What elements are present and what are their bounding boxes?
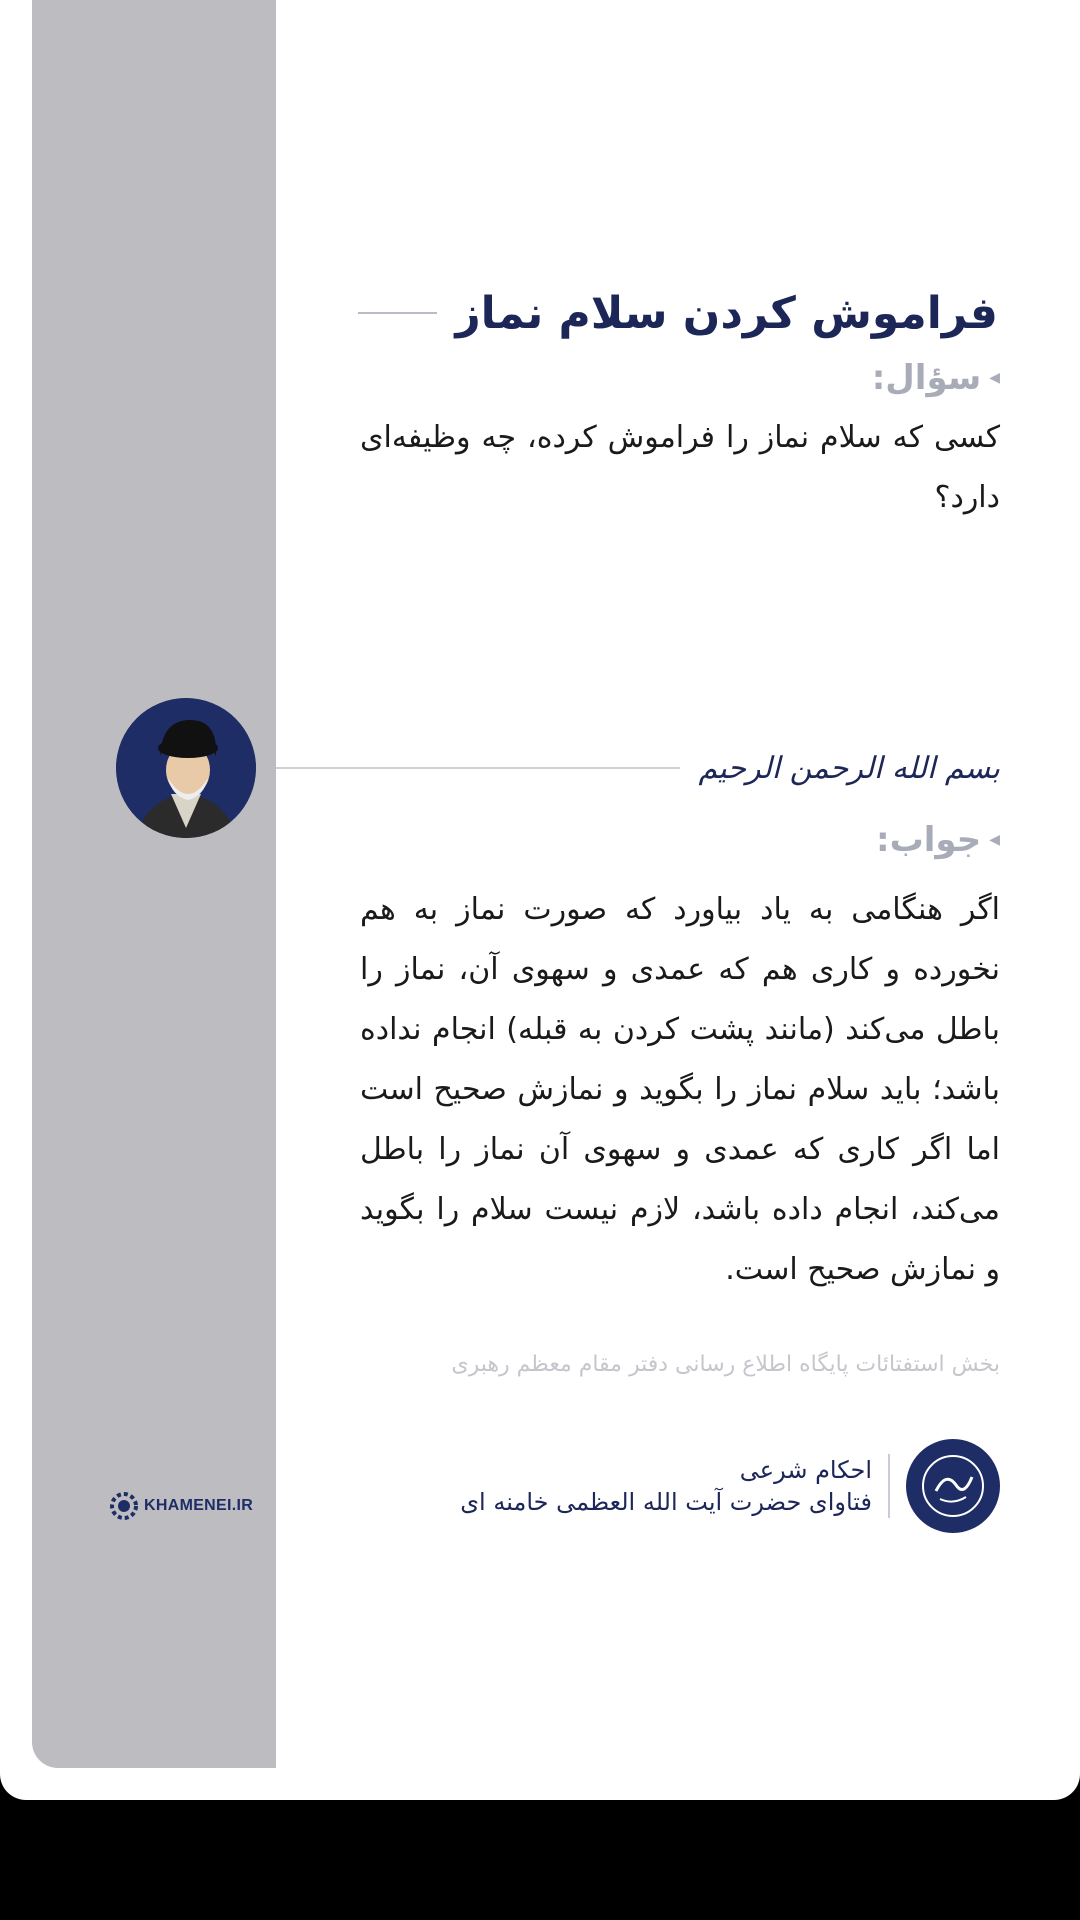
question-label-text: سؤال: <box>871 358 982 398</box>
footer-line-1: احکام شرعی <box>739 1456 872 1484</box>
site-logo <box>108 1490 268 1522</box>
sidebar <box>32 0 276 1768</box>
calligraphy-seal-icon <box>918 1451 988 1521</box>
triangle-left-icon: ◀ <box>989 370 1000 386</box>
footer-divider <box>888 1454 890 1518</box>
footer <box>460 1438 1000 1534</box>
basmala-divider <box>276 767 680 769</box>
gear-logo-icon <box>108 1490 140 1522</box>
title-row <box>358 278 998 348</box>
question-label <box>872 358 1000 398</box>
triangle-left-icon: ◀ <box>989 832 1000 848</box>
seal-logo <box>906 1439 1000 1533</box>
question-text: کسی که سلام نماز را فراموش کرده، چه وظیفه‌ای دارد؟ <box>360 420 1000 515</box>
basmala-row <box>276 738 1000 798</box>
answer-label <box>876 820 1000 860</box>
portrait-icon <box>116 698 256 838</box>
page-title: فراموش کردن سلام نماز <box>455 287 998 339</box>
title-divider <box>358 312 437 314</box>
footer-line-2: فتاوای حضرت آیت الله العظمی خامنه ای <box>460 1488 872 1516</box>
site-logo-text: KHAMENEI.IR <box>144 1497 254 1514</box>
answer-label-text: جواب: <box>875 820 982 860</box>
source-credit: بخش استفتائات پایگاه اطلاع رسانی دفتر مقام معظم رهبری <box>451 1352 1000 1377</box>
avatar <box>116 698 256 838</box>
footer-text <box>460 1456 872 1516</box>
answer-text: اگر هنگامی به یاد بیاورد که صورت نماز به هم نخورده و کاری هم که عمدی و سهوی آن، نماز را باطل می‌کند (مانند پشت کردن به قبله) انجام نداده باشد؛ باید سلام نماز را بگوید و نمازش صحیح است اما اگر کاری که عمدی و سهوی آن نماز را باطل می‌کند، انجام داده باشد، لازم نیست سلام را بگوید و نمازش صحیح است. <box>360 892 1000 1287</box>
main-content <box>276 0 1080 1800</box>
basmala-calligraphy: بسم الله الرحمن الرحیم <box>698 750 1000 786</box>
